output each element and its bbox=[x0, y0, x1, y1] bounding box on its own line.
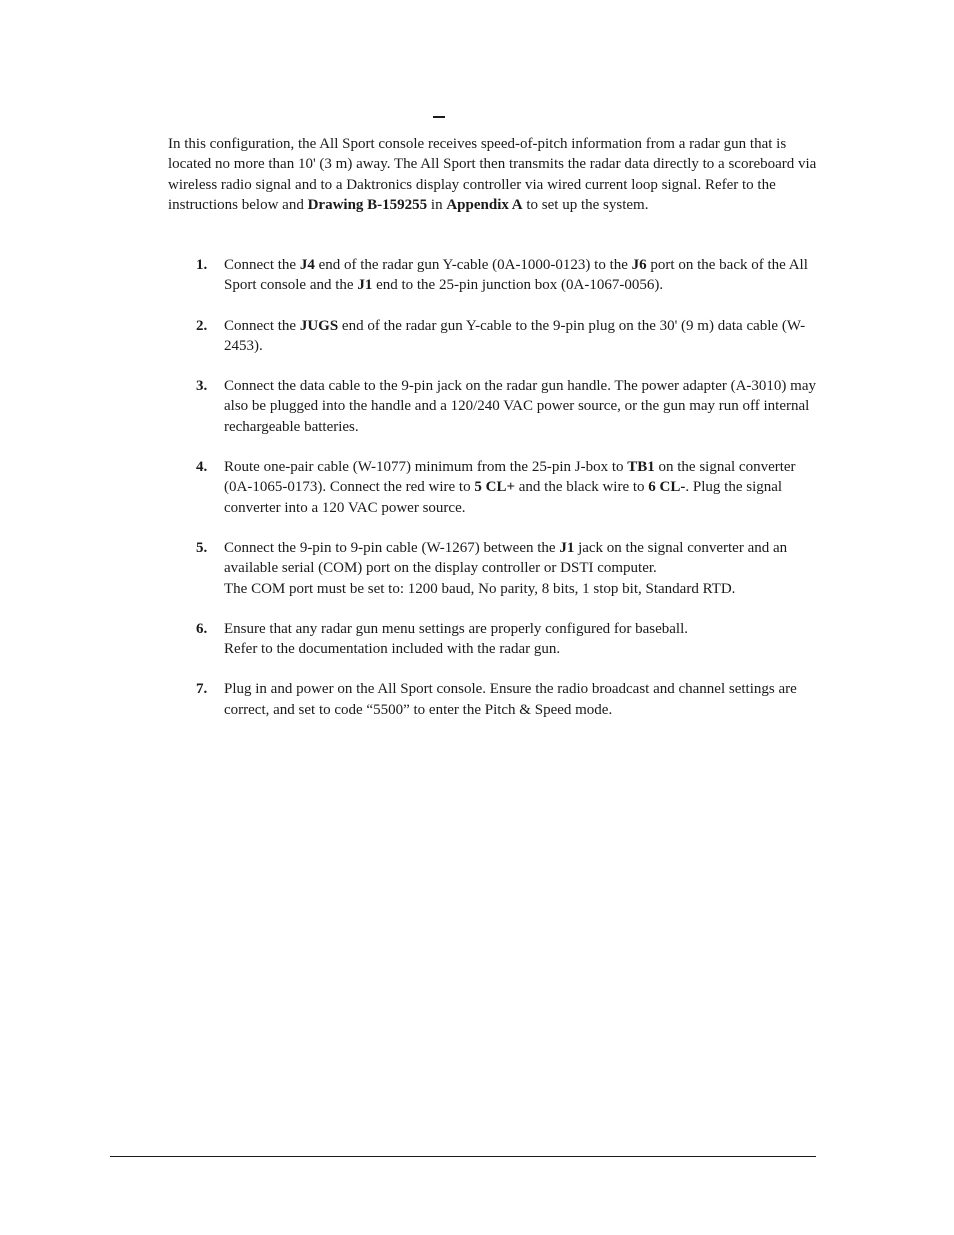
step-item-4 bbox=[196, 457, 818, 518]
step-number: 2. bbox=[196, 317, 208, 334]
footer-divider bbox=[110, 1156, 816, 1157]
step-text bbox=[224, 538, 818, 599]
step-number: 4. bbox=[196, 459, 208, 476]
step-item-1 bbox=[196, 255, 818, 296]
step-bold-term: J1 bbox=[559, 539, 575, 556]
intro-text: in bbox=[427, 196, 447, 213]
step-text-run: Connect the data cable to the 9-pin jack on the radar gun handle. The power adapter (A-3010) may also be plugged into the handle and a 120/240 VAC power source, or the gun may run off internal rechargeable batteries. bbox=[224, 378, 817, 435]
step-text-run: . Plug the signal converter into a 120 VAC power source. bbox=[224, 479, 783, 516]
step-text-line: The COM port must be set to: 1200 baud, No parity, 8 bits, 1 stop bit, Standard RTD. bbox=[224, 580, 736, 597]
step-item-7 bbox=[196, 679, 818, 720]
step-bold-term: 5 CL+ bbox=[474, 479, 515, 496]
step-bold-term: JUGS bbox=[299, 317, 339, 334]
step-text-run: Connect the bbox=[224, 257, 300, 273]
section-title-dash bbox=[433, 116, 445, 118]
step-bold-term: TB1 bbox=[627, 459, 655, 476]
step-number: 6. bbox=[196, 620, 208, 637]
step-number: 7. bbox=[196, 681, 208, 698]
step-text bbox=[224, 457, 818, 518]
step-bold-term: J6 bbox=[631, 257, 647, 273]
step-text-run: Connect the 9-pin to 9-pin cable (W-1267) between the bbox=[224, 539, 560, 556]
step-text bbox=[224, 619, 818, 660]
step-number: 3. bbox=[196, 378, 208, 395]
step-text-run: Ensure that any radar gun menu settings are properly configured for baseball. bbox=[224, 620, 689, 637]
step-text bbox=[224, 376, 818, 437]
setup-steps-list bbox=[196, 255, 818, 740]
step-text-run: on the signal converter (0A-1065-0173). Connect the red wire to bbox=[224, 459, 796, 496]
step-number: 5. bbox=[196, 539, 208, 556]
step-text-run: end of the radar gun Y-cable to the 9-pin plug on the 30' (9 m) data cable (W-2453). bbox=[224, 317, 806, 354]
step-text bbox=[224, 316, 818, 357]
step-text-run: Connect the bbox=[224, 317, 300, 334]
step-bold-term: 6 CL- bbox=[648, 479, 686, 496]
step-item-5 bbox=[196, 538, 818, 599]
step-number: 1. bbox=[196, 257, 208, 273]
step-bold-term: J1 bbox=[357, 277, 373, 294]
appendix-reference: Appendix A bbox=[446, 196, 523, 213]
step-text bbox=[224, 679, 818, 720]
step-text-run: end of the radar gun Y-cable (0A-1000-0123) to the bbox=[314, 257, 632, 273]
step-text-run: jack on the signal converter and an available serial (COM) port on the display controller or DSTI computer. bbox=[224, 539, 788, 577]
step-text-run: Route one-pair cable (W-1077) minimum from the 25-pin J-box to bbox=[224, 459, 628, 476]
step-item-3 bbox=[196, 376, 818, 437]
step-text-run: and the black wire to bbox=[515, 479, 649, 496]
intro-text: to set up the system. bbox=[522, 196, 649, 213]
step-text-run: port on the back of the All Sport console and the bbox=[224, 257, 808, 294]
drawing-reference: Drawing B-159255 bbox=[307, 196, 428, 213]
step-item-2 bbox=[196, 316, 818, 357]
intro-text: In this configuration, the All Sport console receives speed-of-pitch information from a radar gun that is located no more than 10' (3 m) away. The All Sport then transmits the radar data directly to a scoreboard via wireless radio signal and to a Daktronics display controller via wired current loop signal. Refer to the instructions below and bbox=[168, 136, 817, 213]
step-text bbox=[224, 255, 818, 296]
step-text-line: Refer to the documentation included with the radar gun. bbox=[224, 641, 561, 658]
intro-paragraph bbox=[168, 134, 818, 215]
step-text-run: Plug in and power on the All Sport console. Ensure the radio broadcast and channel settings are correct, and set to code “5500” to enter the Pitch & Speed mode. bbox=[224, 681, 797, 718]
step-bold-term: J4 bbox=[299, 257, 315, 273]
step-item-6 bbox=[196, 619, 818, 660]
step-text-run: end to the 25-pin junction box (0A-1067-0056). bbox=[372, 277, 664, 294]
